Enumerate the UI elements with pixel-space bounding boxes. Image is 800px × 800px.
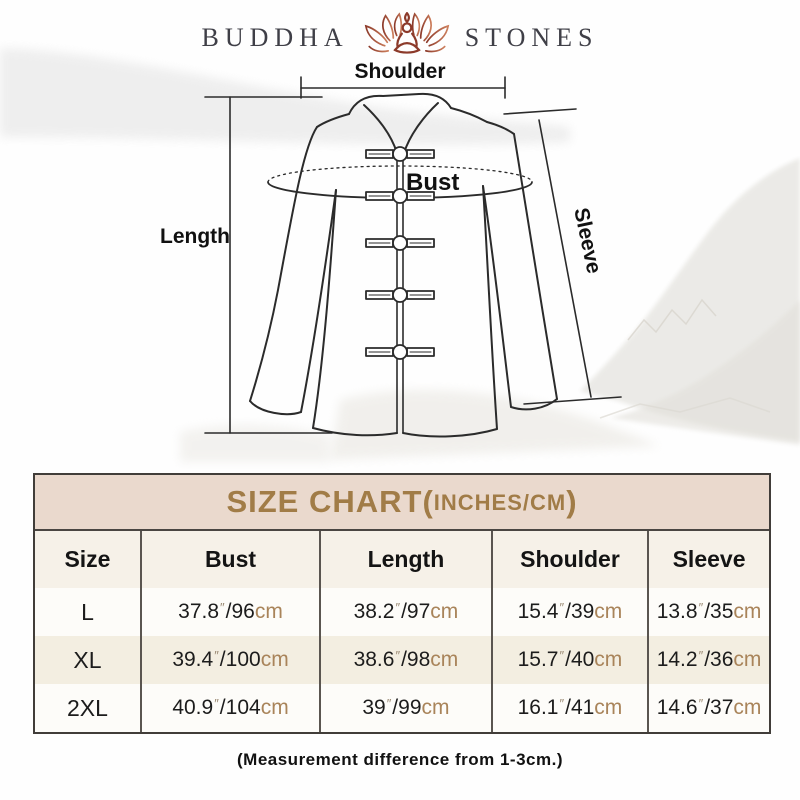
size-value: L <box>81 598 94 625</box>
length-label: Length <box>160 225 230 248</box>
title-main: SIZE CHART( <box>226 484 434 519</box>
length-value: 39 ″ / 99 cm <box>319 684 491 732</box>
bust-value: 37.8 ″ / 96 cm <box>140 588 319 636</box>
title-units: INCHES/CM <box>433 490 567 515</box>
sleeve-value: 14.6 ″ / 37 cm <box>647 684 769 732</box>
table-row-2xl <box>35 684 769 732</box>
shoulder-label: Shoulder <box>354 60 446 83</box>
column-header-size: Size <box>64 546 111 572</box>
brand-logo <box>0 8 800 68</box>
measurement-note: (Measurement difference from 1-3cm.) <box>237 750 563 769</box>
shoulder-value: 15.4 ″ / 39 cm <box>491 588 647 636</box>
length-value: 38.6 ″ / 98 cm <box>319 636 491 684</box>
shoulder-value: 16.1 ″ / 41 cm <box>491 684 647 732</box>
title-close: ) <box>566 484 578 519</box>
jacket-drawing <box>250 94 557 437</box>
sleeve-value: 14.2 ″ / 36 cm <box>647 636 769 684</box>
size-value: 2XL <box>67 694 108 721</box>
sleeve-label: Sleeve <box>569 205 606 276</box>
length-value: 38.2 ″ / 97 cm <box>319 588 491 636</box>
brand-word-right: STONES <box>464 23 599 52</box>
bust-value: 40.9 ″ / 104 cm <box>140 684 319 732</box>
column-header-sleeve: Sleeve <box>647 531 769 588</box>
size-value: XL <box>73 646 102 673</box>
column-header-shoulder: Shoulder <box>491 531 647 588</box>
table-row-l <box>35 588 769 636</box>
landscape-background <box>0 48 800 462</box>
size-chart-table <box>33 473 771 734</box>
size-chart-title <box>35 475 769 531</box>
column-header-length: Length <box>319 531 491 588</box>
column-header-row <box>35 531 769 588</box>
lotus-meditation-icon <box>363 8 451 68</box>
brand-word-left: BUDDHA <box>201 23 349 52</box>
table-row-xl <box>35 636 769 684</box>
bust-label: Bust <box>406 169 460 196</box>
column-header-bust: Bust <box>140 531 319 588</box>
bust-value: 39.4 ″ / 100 cm <box>140 636 319 684</box>
bust-line-dashed <box>268 166 532 182</box>
shoulder-value: 15.7 ″ / 40 cm <box>491 636 647 684</box>
sleeve-value: 13.8 ″ / 35 cm <box>647 588 769 636</box>
